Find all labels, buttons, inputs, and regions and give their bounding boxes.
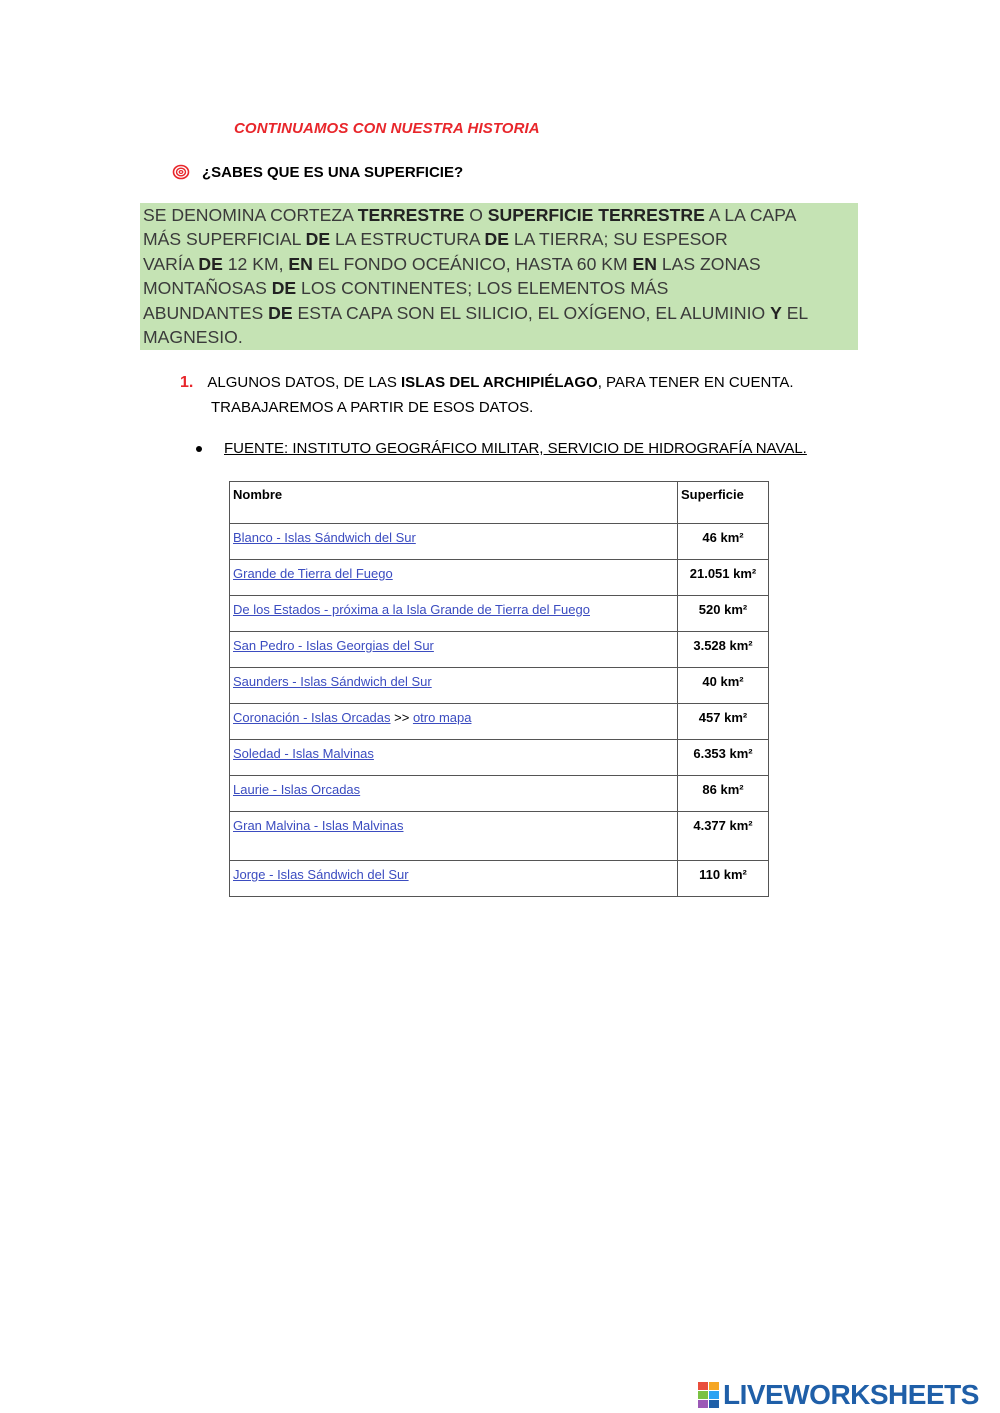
island-link[interactable]: De los Estados - próxima a la Isla Grande de Tierra del Fuego <box>233 602 590 617</box>
definition-line: ABUNDANTES DE ESTA CAPA SON EL SILICIO, EL OXÍGENO, EL ALUMINIO Y EL <box>143 302 809 323</box>
island-area: 21.051 km² <box>678 560 769 596</box>
island-area: 6.353 km² <box>678 740 769 776</box>
table-row <box>230 632 769 668</box>
table-row <box>230 596 769 632</box>
table-row <box>230 812 769 861</box>
question-text: ¿SABES QUE ES UNA SUPERFICIE? <box>202 163 464 181</box>
table-row <box>230 776 769 812</box>
island-link[interactable]: Soledad - Islas Malvinas <box>233 746 374 761</box>
definition-line: MAGNESIO. <box>143 327 243 348</box>
spiral-icon <box>172 163 190 181</box>
island-link[interactable]: Coronación - Islas Orcadas <box>233 710 391 725</box>
source-text: FUENTE: INSTITUTO GEOGRÁFICO MILITAR, SERVICIO DE HIDROGRAFÍA NAVAL. <box>224 440 807 457</box>
definition-line: SE DENOMINA CORTEZA TERRESTRE O SUPERFICIE TERRESTRE A LA CAPA <box>143 205 797 225</box>
brand-text: LIVEWORKSHEETS <box>723 1379 979 1410</box>
header-name: Nombre <box>230 482 678 524</box>
definition-box <box>140 203 858 350</box>
island-area: 457 km² <box>678 704 769 740</box>
island-area: 110 km² <box>678 861 769 897</box>
link-separator: >> <box>390 710 413 725</box>
table-row <box>230 704 769 740</box>
island-area: 4.377 km² <box>678 812 769 861</box>
island-area: 40 km² <box>678 668 769 704</box>
island-area: 86 km² <box>678 776 769 812</box>
item-line-2: TRABAJAREMOS A PARTIR DE ESOS DATOS. <box>211 399 534 416</box>
island-link[interactable]: San Pedro - Islas Georgias del Sur <box>233 638 434 653</box>
table-row <box>230 861 769 897</box>
definition-line: VARÍA DE 12 KM, EN EL FONDO OCEÁNICO, HASTA 60 KM EN LAS ZONAS <box>143 253 761 274</box>
island-area: 3.528 km² <box>678 632 769 668</box>
table-row <box>230 668 769 704</box>
table-row <box>230 740 769 776</box>
island-area: 520 km² <box>678 596 769 632</box>
definition-line: MONTAÑOSAS DE LOS CONTINENTES; LOS ELEMENTOS MÁS <box>143 278 669 299</box>
islands-table <box>229 481 769 897</box>
item-number: 1. <box>180 374 194 391</box>
table-row <box>230 524 769 560</box>
bullet-icon <box>196 446 202 452</box>
header-area: Superficie <box>678 482 769 524</box>
island-area: 46 km² <box>678 524 769 560</box>
liveworksheets-icon <box>698 1382 720 1408</box>
brand-logo <box>698 1379 979 1411</box>
table-header-row <box>230 482 769 524</box>
page-title: CONTINUAMOS CON NUESTRA HISTORIA <box>234 120 540 137</box>
island-link[interactable]: Jorge - Islas Sándwich del Sur <box>233 867 409 882</box>
island-link[interactable]: Saunders - Islas Sándwich del Sur <box>233 674 432 689</box>
island-link[interactable]: Grande de Tierra del Fuego <box>233 566 393 581</box>
source-note <box>196 440 807 457</box>
other-map-link[interactable]: otro mapa <box>412 710 472 725</box>
table-row <box>230 560 769 596</box>
list-item-1: 1. ALGUNOS DATOS, DE LAS ISLAS DEL ARCHIPIÉLAGO, PARA TENER EN CUENTA. TRABAJAREMOS A PARTIR DE ESOS DATOS. <box>180 370 794 420</box>
island-link[interactable]: Laurie - Islas Orcadas <box>233 782 361 797</box>
island-link[interactable]: Blanco - Islas Sándwich del Sur <box>233 530 416 545</box>
question-heading <box>172 163 463 181</box>
definition-line: MÁS SUPERFICIAL DE LA ESTRUCTURA DE LA TIERRA; SU ESPESOR <box>143 229 728 250</box>
island-link[interactable]: Gran Malvina - Islas Malvinas <box>233 818 404 833</box>
